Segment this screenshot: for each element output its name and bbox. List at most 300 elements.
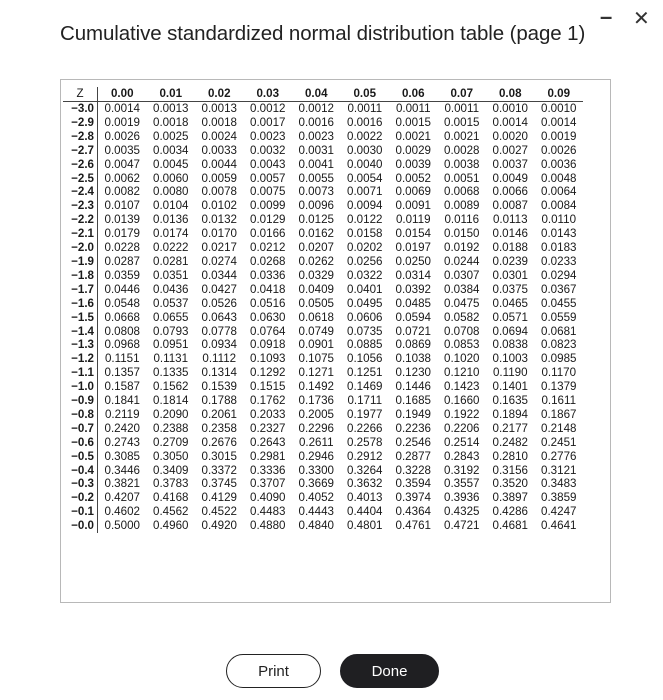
probability-cell: 0.0011	[347, 102, 383, 115]
probability-cell: 0.2946	[298, 449, 334, 463]
z-column-header: Z	[63, 87, 98, 102]
probability-cell: 0.0559	[541, 310, 577, 324]
probability-cell: 0.1446	[395, 380, 431, 394]
probability-cell: 0.0446	[104, 282, 140, 296]
probability-cell: 0.1635	[492, 394, 528, 408]
probability-cell: 0.0045	[153, 157, 189, 171]
probability-cell: 0.0039	[395, 157, 431, 171]
probability-cell: 0.0091	[395, 199, 431, 213]
probability-cell: 0.2776	[541, 449, 577, 463]
probability-cell: 0.2420	[104, 421, 140, 435]
probability-cell: 0.1562	[153, 380, 189, 394]
table-row	[63, 338, 583, 352]
probability-cell: 0.0018	[201, 115, 237, 129]
probability-cell: 0.0150	[444, 227, 480, 241]
z-value-cell: −2.7	[63, 144, 98, 158]
probability-cell: 0.1788	[201, 394, 237, 408]
probability-cell: 0.0015	[444, 115, 480, 129]
probability-cell: 0.0089	[444, 199, 480, 213]
probability-cell: 0.0064	[541, 185, 577, 199]
z-value-cell: −3.0	[63, 102, 98, 116]
probability-cell: 0.1814	[153, 394, 189, 408]
probability-cell: 0.0054	[347, 171, 383, 185]
probability-cell: 0.3897	[492, 491, 528, 505]
probability-cell: 0.4090	[250, 491, 286, 505]
z-value-cell: −2.3	[63, 199, 98, 213]
probability-cell: 0.0465	[492, 296, 528, 310]
probability-cell: 0.0047	[104, 157, 140, 171]
probability-cell: 0.1003	[492, 352, 528, 366]
probability-cell: 0.0359	[104, 268, 140, 282]
probability-cell: 0.4840	[298, 519, 334, 533]
z-value-cell: −2.5	[63, 172, 98, 186]
probability-cell: 0.0250	[395, 254, 431, 268]
z-value-cell: −0.0	[63, 519, 98, 533]
z-value-cell: −0.1	[63, 505, 98, 519]
z-value-cell: −0.8	[63, 408, 98, 422]
probability-cell: 0.0129	[250, 213, 286, 227]
probability-cell: 0.2061	[201, 407, 237, 421]
probability-cell: 0.4602	[104, 505, 140, 519]
probability-cell: 0.1151	[104, 352, 140, 366]
probability-cell: 0.3446	[104, 463, 140, 477]
probability-cell: 0.0132	[201, 213, 237, 227]
probability-cell: 0.0681	[541, 324, 577, 338]
probability-cell: 0.2005	[298, 407, 334, 421]
probability-cell: 0.3974	[395, 491, 431, 505]
probability-cell: 0.0643	[201, 310, 237, 324]
probability-cell: 0.0028	[444, 143, 480, 157]
probability-cell: 0.2090	[153, 407, 189, 421]
probability-cell: 0.1736	[298, 394, 334, 408]
probability-cell: 0.3783	[153, 477, 189, 491]
probability-cell: 0.0968	[104, 338, 140, 352]
probability-cell: 0.1056	[347, 352, 383, 366]
probability-cell: 0.0256	[347, 254, 383, 268]
probability-cell: 0.0322	[347, 268, 383, 282]
z-value-cell: −2.4	[63, 185, 98, 199]
table-container	[60, 79, 611, 603]
probability-cell: 0.0158	[347, 227, 383, 241]
z-value-cell: −1.5	[63, 311, 98, 325]
probability-cell: 0.1587	[104, 380, 140, 394]
table-row	[63, 394, 583, 408]
table-row	[63, 519, 583, 533]
table-body	[63, 102, 583, 534]
probability-cell: 0.0069	[395, 185, 431, 199]
z-value-cell: −2.2	[63, 213, 98, 227]
probability-cell: 0.0038	[444, 157, 480, 171]
probability-cell: 0.3372	[201, 463, 237, 477]
probability-cell: 0.0329	[298, 268, 334, 282]
probability-cell: 0.0075	[250, 185, 286, 199]
probability-cell: 0.0853	[444, 338, 480, 352]
probability-cell: 0.0023	[298, 129, 334, 143]
probability-cell: 0.1841	[104, 394, 140, 408]
table-row	[63, 477, 583, 491]
probability-cell: 0.0096	[298, 199, 334, 213]
probability-cell: 0.0301	[492, 268, 528, 282]
probability-cell: 0.3594	[395, 477, 431, 491]
probability-cell: 0.0035	[104, 143, 140, 157]
table-row	[63, 422, 583, 436]
probability-cell: 0.0384	[444, 282, 480, 296]
probability-cell: 0.0014	[104, 102, 140, 115]
probability-cell: 0.0119	[395, 213, 431, 227]
probability-cell: 0.0606	[347, 310, 383, 324]
probability-cell: 0.1922	[444, 407, 480, 421]
table-row	[63, 436, 583, 450]
probability-cell: 0.1867	[541, 407, 577, 421]
normal-distribution-table	[63, 87, 583, 533]
probability-cell: 0.1762	[250, 394, 286, 408]
probability-cell: 0.0062	[104, 171, 140, 185]
probability-cell: 0.0951	[153, 338, 189, 352]
probability-cell: 0.0618	[298, 310, 334, 324]
done-button[interactable]: Done	[340, 654, 439, 688]
probability-cell: 0.0281	[153, 254, 189, 268]
probability-cell: 0.0087	[492, 199, 528, 213]
probability-cell: 0.4721	[444, 519, 480, 533]
probability-cell: 0.0183	[541, 241, 577, 255]
probability-cell: 0.0823	[541, 338, 577, 352]
probability-cell: 0.3264	[347, 463, 383, 477]
probability-cell: 0.0594	[395, 310, 431, 324]
probability-cell: 0.0212	[250, 241, 286, 255]
probability-cell: 0.0197	[395, 241, 431, 255]
probability-cell: 0.3859	[541, 491, 577, 505]
z-value-cell: −0.6	[63, 436, 98, 450]
probability-cell: 0.0222	[153, 241, 189, 255]
probability-cell: 0.0010	[541, 102, 577, 115]
probability-cell: 0.0025	[153, 129, 189, 143]
column-header: 0.06	[389, 87, 438, 102]
probability-cell: 0.1020	[444, 352, 480, 366]
probability-cell: 0.0808	[104, 324, 140, 338]
probability-cell: 0.2119	[104, 407, 140, 421]
probability-cell: 0.0026	[104, 129, 140, 143]
probability-cell: 0.0043	[250, 157, 286, 171]
probability-cell: 0.1093	[250, 352, 286, 366]
probability-cell: 0.0427	[201, 282, 237, 296]
probability-cell: 0.3821	[104, 477, 140, 491]
probability-cell: 0.0060	[153, 171, 189, 185]
probability-cell: 0.4920	[201, 519, 237, 533]
probability-cell: 0.0495	[347, 296, 383, 310]
probability-cell: 0.0694	[492, 324, 528, 338]
probability-cell: 0.0044	[201, 157, 237, 171]
probability-cell: 0.0294	[541, 268, 577, 282]
table-row	[63, 352, 583, 366]
probability-cell: 0.0102	[201, 199, 237, 213]
probability-cell: 0.3632	[347, 477, 383, 491]
column-header: 0.01	[147, 87, 196, 102]
probability-cell: 0.0012	[250, 102, 286, 115]
probability-cell: 0.0985	[541, 352, 577, 366]
probability-cell: 0.0125	[298, 213, 334, 227]
probability-cell: 0.1539	[201, 380, 237, 394]
z-value-cell: −0.5	[63, 450, 98, 464]
probability-cell: 0.2578	[347, 435, 383, 449]
table-row	[63, 144, 583, 158]
probability-cell: 0.4641	[541, 519, 577, 533]
table-row	[63, 464, 583, 478]
probability-cell: 0.0107	[104, 199, 140, 213]
probability-cell: 0.3050	[153, 449, 189, 463]
probability-cell: 0.4325	[444, 505, 480, 519]
probability-cell: 0.0059	[201, 171, 237, 185]
z-value-cell: −1.2	[63, 352, 98, 366]
probability-cell: 0.0179	[104, 227, 140, 241]
probability-cell: 0.0721	[395, 324, 431, 338]
probability-cell: 0.0207	[298, 241, 334, 255]
probability-cell: 0.2743	[104, 435, 140, 449]
probability-cell: 0.0764	[250, 324, 286, 338]
probability-cell: 0.0136	[153, 213, 189, 227]
probability-cell: 0.0934	[201, 338, 237, 352]
probability-cell: 0.0020	[492, 129, 528, 143]
probability-cell: 0.2912	[347, 449, 383, 463]
probability-cell: 0.4286	[492, 505, 528, 519]
probability-cell: 0.0262	[298, 254, 334, 268]
probability-cell: 0.0052	[395, 171, 431, 185]
probability-cell: 0.0013	[153, 102, 189, 115]
probability-cell: 0.2643	[250, 435, 286, 449]
table-row	[63, 366, 583, 380]
probability-cell: 0.0401	[347, 282, 383, 296]
probability-cell: 0.0174	[153, 227, 189, 241]
probability-cell: 0.2877	[395, 449, 431, 463]
probability-cell: 0.0013	[201, 102, 237, 115]
z-value-cell: −1.7	[63, 283, 98, 297]
probability-cell: 0.4129	[201, 491, 237, 505]
probability-cell: 0.2843	[444, 449, 480, 463]
probability-cell: 0.0019	[541, 129, 577, 143]
probability-cell: 0.0023	[250, 129, 286, 143]
table-row	[63, 505, 583, 519]
probability-cell: 0.0375	[492, 282, 528, 296]
probability-cell: 0.1190	[492, 366, 528, 380]
probability-cell: 0.2709	[153, 435, 189, 449]
probability-cell: 0.0166	[250, 227, 286, 241]
probability-cell: 0.4443	[298, 505, 334, 519]
probability-cell: 0.0314	[395, 268, 431, 282]
probability-cell: 0.1977	[347, 407, 383, 421]
probability-cell: 0.4801	[347, 519, 383, 533]
z-value-cell: −1.6	[63, 297, 98, 311]
probability-cell: 0.1292	[250, 366, 286, 380]
probability-cell: 0.0010	[492, 102, 528, 115]
probability-cell: 0.2676	[201, 435, 237, 449]
probability-cell: 0.0032	[250, 143, 286, 157]
z-value-cell: −2.9	[63, 116, 98, 130]
probability-cell: 0.1112	[202, 352, 237, 366]
probability-cell: 0.1401	[492, 380, 528, 394]
probability-cell: 0.2358	[201, 421, 237, 435]
probability-cell: 0.4364	[395, 505, 431, 519]
table-header-row	[63, 87, 583, 102]
probability-cell: 0.1711	[347, 394, 383, 408]
z-value-cell: −1.4	[63, 325, 98, 339]
table-row	[63, 227, 583, 241]
probability-cell: 0.0548	[104, 296, 140, 310]
probability-cell: 0.0021	[444, 129, 480, 143]
probability-cell: 0.0055	[298, 171, 334, 185]
probability-cell: 0.0778	[201, 324, 237, 338]
probability-cell: 0.0233	[541, 254, 577, 268]
probability-cell: 0.0526	[201, 296, 237, 310]
probability-cell: 0.0244	[444, 254, 480, 268]
z-value-cell: −2.1	[63, 227, 98, 241]
probability-cell: 0.4562	[153, 505, 189, 519]
probability-cell: 0.1075	[298, 352, 334, 366]
z-value-cell: −0.3	[63, 477, 98, 491]
probability-cell: 0.0036	[541, 157, 577, 171]
table-row	[63, 269, 583, 283]
z-value-cell: −2.8	[63, 130, 98, 144]
probability-cell: 0.0918	[250, 338, 286, 352]
probability-cell: 0.2033	[250, 407, 286, 421]
probability-cell: 0.1271	[298, 366, 334, 380]
probability-cell: 0.0793	[153, 324, 189, 338]
probability-cell: 0.0078	[201, 185, 237, 199]
probability-cell: 0.0154	[395, 227, 431, 241]
probability-cell: 0.0268	[250, 254, 286, 268]
probability-cell: 0.0033	[201, 143, 237, 157]
probability-cell: 0.0084	[541, 199, 577, 213]
probability-cell: 0.0024	[201, 129, 237, 143]
z-value-cell: −1.1	[63, 366, 98, 380]
probability-cell: 0.0749	[298, 324, 334, 338]
probability-cell: 0.0027	[492, 143, 528, 157]
probability-cell: 0.3557	[444, 477, 480, 491]
probability-cell: 0.0018	[153, 115, 189, 129]
table-row	[63, 408, 583, 422]
probability-cell: 0.0099	[250, 199, 286, 213]
probability-cell: 0.0735	[347, 324, 383, 338]
table-row	[63, 241, 583, 255]
column-header: 0.04	[292, 87, 341, 102]
probability-cell: 0.1170	[541, 366, 577, 380]
probability-cell: 0.1251	[347, 366, 383, 380]
probability-cell: 0.3085	[104, 449, 140, 463]
z-value-cell: −1.0	[63, 380, 98, 394]
table-row	[63, 102, 583, 116]
probability-cell: 0.0392	[395, 282, 431, 296]
probability-cell: 0.0885	[347, 338, 383, 352]
probability-cell: 0.4404	[347, 505, 383, 519]
probability-cell: 0.2177	[492, 421, 528, 435]
table-row	[63, 491, 583, 505]
probability-cell: 0.0031	[298, 143, 334, 157]
probability-cell: 0.0336	[250, 268, 286, 282]
probability-cell: 0.0668	[104, 310, 140, 324]
z-value-cell: −1.9	[63, 255, 98, 269]
probability-cell: 0.0188	[492, 241, 528, 255]
probability-cell: 0.3121	[541, 463, 577, 477]
table-row	[63, 311, 583, 325]
probability-cell: 0.0057	[250, 171, 286, 185]
probability-cell: 0.0068	[444, 185, 480, 199]
probability-cell: 0.0034	[153, 143, 189, 157]
probability-cell: 0.3745	[201, 477, 237, 491]
probability-cell: 0.0418	[250, 282, 286, 296]
close-icon[interactable]: ✕	[633, 8, 650, 30]
probability-cell: 0.1515	[250, 380, 286, 394]
probability-cell: 0.0537	[153, 296, 189, 310]
probability-cell: 0.0110	[541, 213, 577, 227]
probability-cell: 0.2981	[250, 449, 286, 463]
probability-cell: 0.3228	[395, 463, 431, 477]
probability-cell: 0.1894	[492, 407, 528, 421]
minimize-icon[interactable]: –	[600, 4, 613, 29]
probability-cell: 0.1335	[153, 366, 189, 380]
probability-cell: 0.0021	[395, 129, 431, 143]
probability-cell: 0.2266	[347, 421, 383, 435]
probability-cell: 0.4483	[250, 505, 286, 519]
probability-cell: 0.0051	[444, 171, 480, 185]
print-button[interactable]: Print	[226, 654, 321, 688]
probability-cell: 0.0011	[395, 102, 431, 115]
probability-cell: 0.0217	[201, 241, 237, 255]
probability-cell: 0.0143	[541, 227, 577, 241]
probability-cell: 0.3520	[492, 477, 528, 491]
column-header: 0.07	[438, 87, 487, 102]
table-row	[63, 325, 583, 339]
probability-cell: 0.0015	[395, 115, 431, 129]
z-value-cell: −2.6	[63, 158, 98, 172]
probability-cell: 0.0019	[104, 115, 140, 129]
table-row	[63, 380, 583, 394]
table-row	[63, 283, 583, 297]
table-row	[63, 199, 583, 213]
probability-cell: 0.2451	[541, 435, 577, 449]
probability-cell: 0.0029	[395, 143, 431, 157]
probability-cell: 0.0202	[347, 241, 383, 255]
probability-cell: 0.0409	[298, 282, 334, 296]
column-header: 0.05	[341, 87, 390, 102]
probability-cell: 0.2148	[541, 421, 577, 435]
probability-cell: 0.4207	[104, 491, 140, 505]
probability-cell: 0.1357	[104, 366, 140, 380]
probability-cell: 0.4681	[492, 519, 528, 533]
probability-cell: 0.1131	[153, 352, 189, 366]
probability-cell: 0.2482	[492, 435, 528, 449]
table-row	[63, 130, 583, 144]
probability-cell: 0.1949	[395, 407, 431, 421]
probability-cell: 0.0030	[347, 143, 383, 157]
column-header: 0.08	[486, 87, 535, 102]
probability-cell: 0.0287	[104, 254, 140, 268]
probability-cell: 0.0017	[250, 115, 286, 129]
probability-cell: 0.1492	[298, 380, 334, 394]
probability-cell: 0.0022	[347, 129, 383, 143]
probability-cell: 0.0274	[201, 254, 237, 268]
probability-cell: 0.4880	[250, 519, 286, 533]
probability-cell: 0.1423	[444, 380, 480, 394]
probability-cell: 0.0139	[104, 213, 140, 227]
z-value-cell: −0.4	[63, 464, 98, 478]
probability-cell: 0.0048	[541, 171, 577, 185]
probability-cell: 0.0014	[492, 115, 528, 129]
probability-cell: 0.0838	[492, 338, 528, 352]
probability-cell: 0.5000	[104, 519, 140, 533]
probability-cell: 0.0122	[347, 213, 383, 227]
probability-cell: 0.0016	[347, 115, 383, 129]
column-header: 0.09	[535, 87, 584, 102]
z-value-cell: −1.8	[63, 269, 98, 283]
probability-cell: 0.1660	[444, 394, 480, 408]
